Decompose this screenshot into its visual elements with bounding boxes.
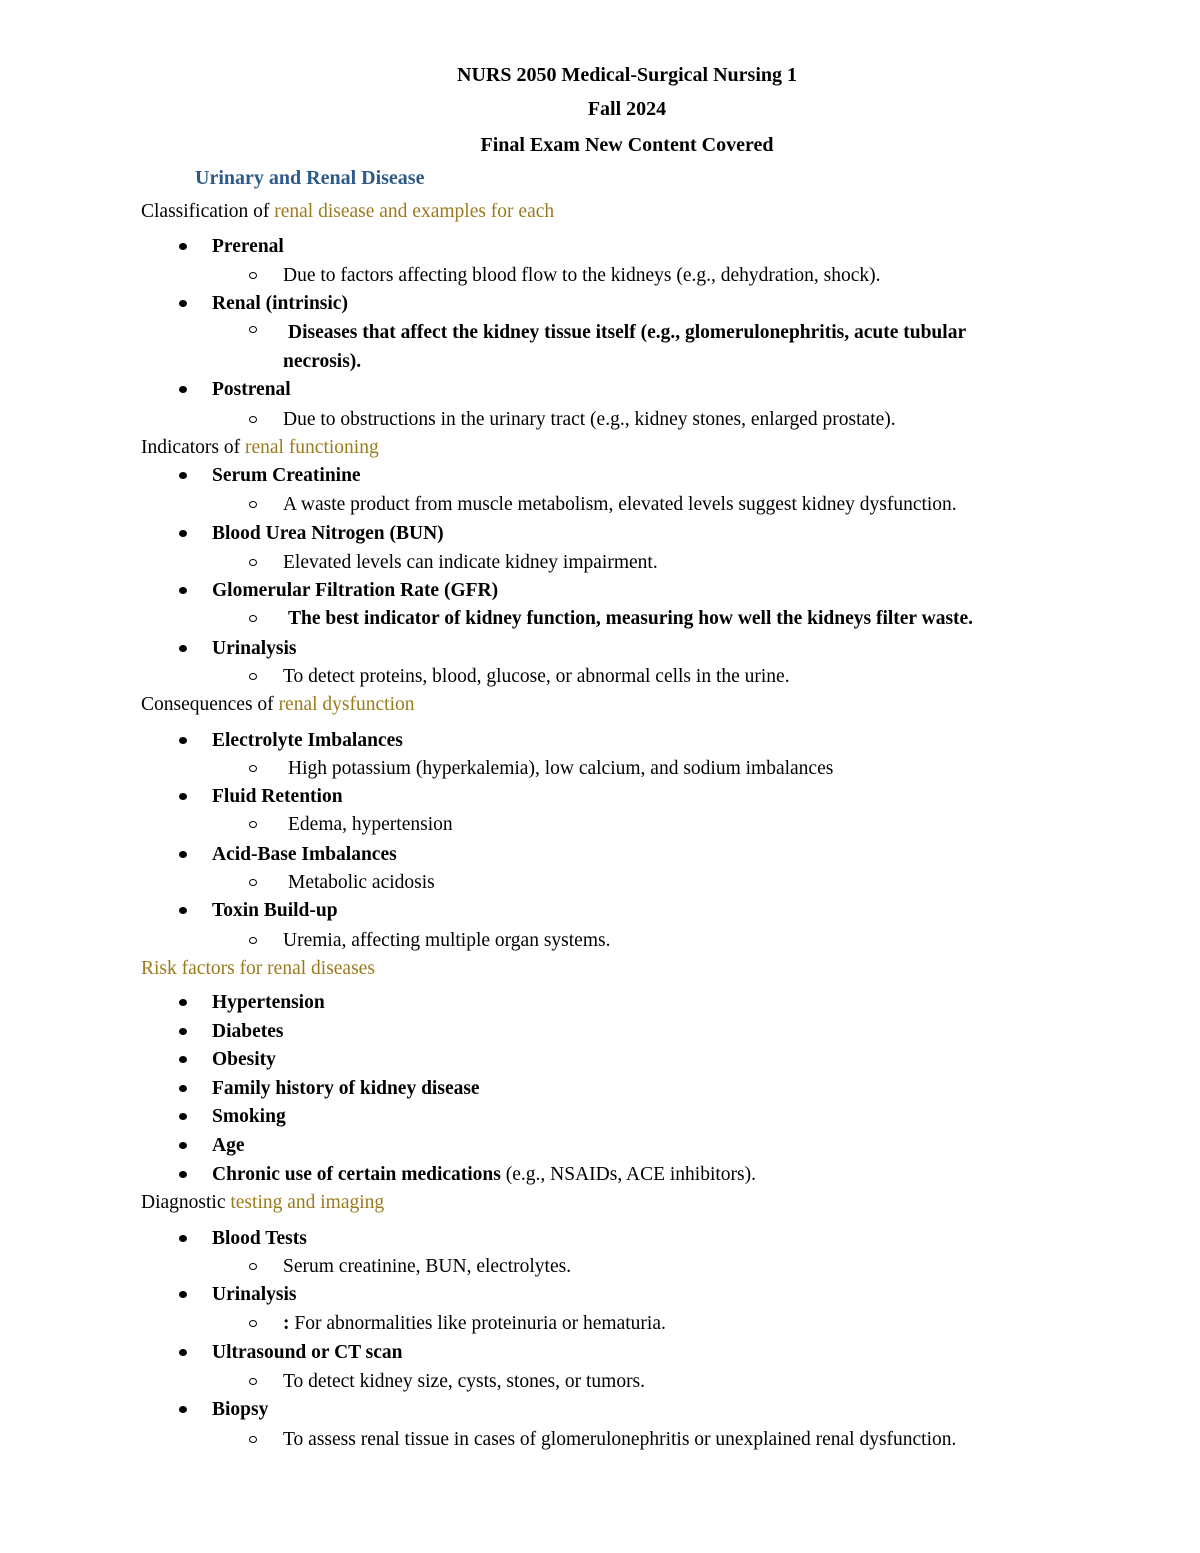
list-item-imaging-desc: To detect kidney size, cysts, stones, or tumors.	[283, 1371, 646, 1392]
list-item-imaging: Ultrasound or CT scan	[212, 1342, 403, 1363]
list-item-postrenal: Postrenal	[212, 379, 291, 400]
medications-bold: Chronic use of certain medications	[212, 1164, 501, 1185]
electrolyte-desc-text: High potassium (hyperkalemia), low calcium, and sodium imbalances	[288, 758, 834, 779]
medications-examples: (e.g., NSAIDs, ACE inhibitors).	[500, 1164, 756, 1185]
urinalysis-test-desc-text: For abnormalities like proteinuria or hematuria.	[289, 1313, 666, 1334]
classification-heading-accent: renal disease and examples for each	[274, 201, 555, 222]
list-item-biopsy-desc: To assess renal tissue in cases of glomerulonephritis or unexplained renal dysfunction.	[283, 1429, 957, 1450]
list-item-blood-tests: Blood Tests	[212, 1228, 307, 1249]
list-item-urinalysis-test: Urinalysis	[212, 1284, 297, 1305]
list-item-prerenal: Prerenal	[212, 236, 284, 257]
list-item-fluid: Fluid Retention	[212, 786, 343, 807]
list-item-risk: Smoking	[212, 1106, 286, 1127]
list-item-gfr-desc	[283, 607, 973, 631]
list-item-risk: Family history of kidney disease	[212, 1078, 480, 1099]
diagnostic-heading-plain: Diagnostic	[141, 1192, 231, 1213]
indicators-heading-plain: Indicators of	[141, 437, 245, 458]
list-item-urinalysis: Urinalysis	[212, 638, 297, 659]
list-item-risk: Obesity	[212, 1049, 276, 1070]
list-item-risk: Diabetes	[212, 1021, 284, 1042]
list-item-biopsy: Biopsy	[212, 1399, 269, 1420]
list-item-acid-desc	[283, 871, 435, 895]
list-item-bun-desc: Elevated levels can indicate kidney impairment.	[283, 552, 658, 573]
list-item-creatinine: Serum Creatinine	[212, 465, 361, 486]
list-item-acid: Acid-Base Imbalances	[212, 844, 397, 865]
indicators-heading-accent: renal functioning	[244, 437, 379, 458]
indicators-heading	[141, 436, 379, 460]
section-title: Urinary and Renal Disease	[195, 167, 425, 189]
list-item-risk: Age	[212, 1135, 245, 1156]
list-item-renal-desc	[283, 318, 1043, 376]
renal-desc-text: Diseases that affect the kidney tissue itself (e.g., glomerulonephritis, acute tubular necrosis).	[283, 322, 966, 372]
risk-heading: Risk factors for renal diseases	[141, 958, 375, 979]
exam-title: Final Exam New Content Covered	[480, 134, 774, 156]
list-item-electrolyte-desc	[283, 757, 833, 781]
list-item-risk: Hypertension	[212, 992, 325, 1013]
list-item-prerenal-desc: Due to factors affecting blood flow to the kidneys (e.g., dehydration, shock).	[283, 265, 881, 286]
list-item-renal: Renal (intrinsic)	[212, 293, 348, 314]
list-item-creatinine-desc: A waste product from muscle metabolism, elevated levels suggest kidney dysfunction.	[283, 494, 957, 515]
list-item-toxin: Toxin Build-up	[212, 900, 338, 921]
acid-desc-text: Metabolic acidosis	[288, 872, 435, 893]
consequences-heading-plain: Consequences of	[141, 694, 279, 715]
list-item-fluid-desc	[283, 813, 453, 837]
list-item-toxin-desc: Uremia, affecting multiple organ systems.	[283, 930, 611, 951]
list-item-urinalysis-desc: To detect proteins, blood, glucose, or abnormal cells in the urine.	[283, 666, 790, 687]
diagnostic-heading	[141, 1191, 384, 1215]
list-item-blood-tests-desc: Serum creatinine, BUN, electrolytes.	[283, 1256, 572, 1277]
list-item-gfr: Glomerular Filtration Rate (GFR)	[212, 580, 499, 601]
urinalysis-colon: :	[283, 1313, 290, 1334]
course-title: NURS 2050 Medical-Surgical Nursing 1	[457, 64, 797, 86]
classification-heading	[141, 200, 554, 224]
list-item-risk-medications	[212, 1163, 756, 1187]
list-item-postrenal-desc: Due to obstructions in the urinary tract (e.g., kidney stones, enlarged prostate).	[283, 409, 896, 430]
gfr-desc-text: The best indicator of kidney function, measuring how well the kidneys filter waste.	[288, 608, 974, 629]
consequences-heading-accent: renal dysfunction	[278, 694, 415, 715]
diagnostic-heading-accent: testing and imaging	[230, 1192, 385, 1213]
list-item-urinalysis-test-desc	[283, 1312, 666, 1336]
term-title: Fall 2024	[587, 98, 667, 120]
fluid-desc-text: Edema, hypertension	[288, 814, 453, 835]
consequences-heading	[141, 693, 414, 717]
list-item-electrolyte: Electrolyte Imbalances	[212, 730, 403, 751]
classification-heading-plain: Classification of	[141, 201, 275, 222]
list-item-bun: Blood Urea Nitrogen (BUN)	[212, 523, 444, 544]
